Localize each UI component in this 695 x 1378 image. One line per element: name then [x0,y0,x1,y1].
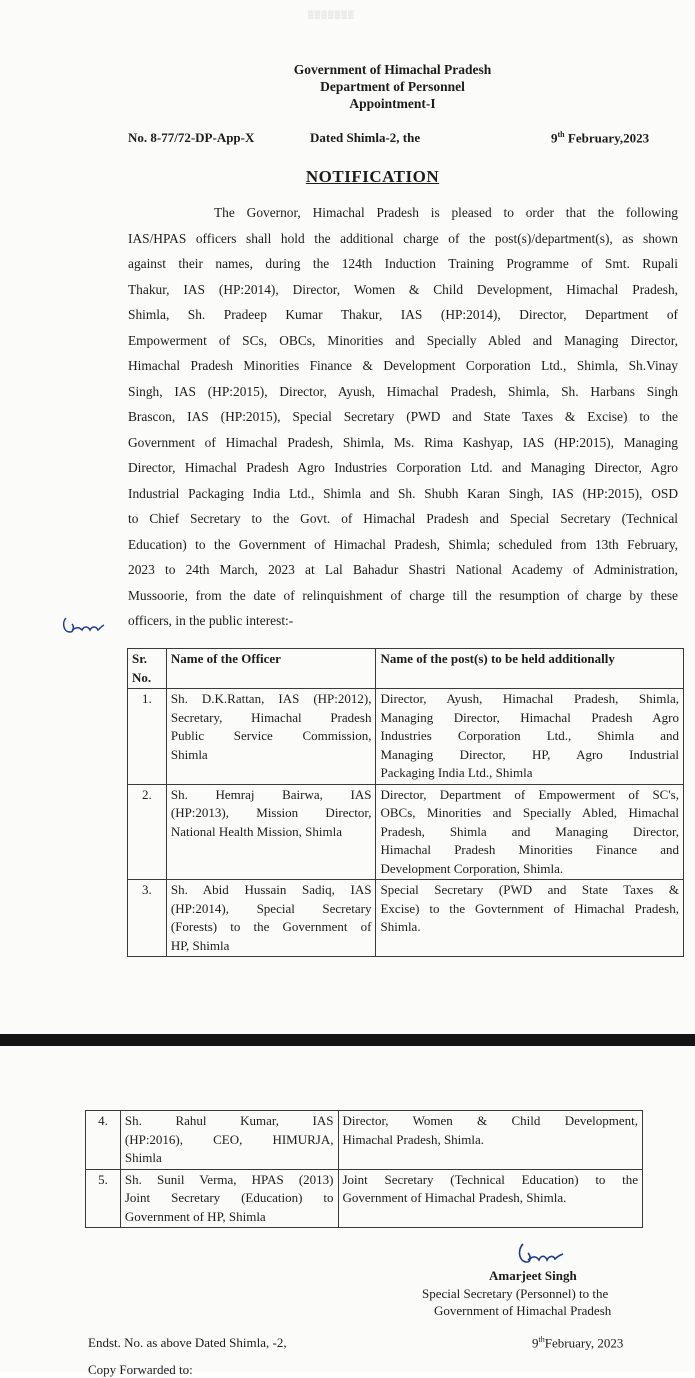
cell-line: (HP:2016), CEO, HIMURJA, [124,1131,334,1147]
header-officer-name: Name of the Officer [166,649,376,689]
cell-line: Government of Himachal Pradesh, Shimla. [342,1190,567,1205]
header-additional-post: Name of the post(s) to be held additionally [376,649,684,689]
signatory-name: Amarjeet Singh [489,1268,577,1283]
row-officer [166,880,376,957]
row-sr-no: 3. [128,880,167,957]
cell-line: Shimla [170,746,208,762]
cell-line: Government of HP, Shimla [124,1208,266,1224]
cell-line: Director, Department of Empowerment of SC's, [380,786,679,802]
notification-title: NOTIFICATION [305,167,440,186]
endorsement-date: 9thFebruary, 2023 [532,1335,624,1351]
header-sr-no: Sr. No. [128,649,167,689]
signatory-designation-1: Special Secretary (Personnel) to the [422,1286,609,1301]
body-line: Empowerment of SCs, OBCs, Minorities and Specially Abled and Managing Director, [128,332,678,348]
row-officer [120,1111,338,1170]
body-line: against their names, during the 124th Induction Training Programme of Smt. Rupali [128,256,678,271]
officers-table-continued [85,1110,643,1228]
cell-line: (HP:2013), Mission Director, [170,805,372,820]
cell-line: Sh. D.K.Rattan, IAS (HP:2012), [170,691,372,706]
row-officer [120,1169,338,1228]
cell-line: HP, Shimla [170,937,230,953]
cell-line: National Health Mission, Shimla [170,823,343,839]
cell-line: Pradesh, Shimla and Managing Director, [380,823,679,839]
cell-line: Sh. Sunil Verma, HPAS (2013) [124,1171,334,1187]
table-row [128,689,684,785]
header-government: Government of Himachal Pradesh [293,62,492,77]
cell-line: OBCs, Minorities and Specially Abled, Himachal [380,805,679,820]
table-row [128,784,684,880]
body-line: IAS/HPAS officers shall hold the additional charge of the post(s)/department(s), as shown [128,230,678,246]
row-sr-no: 4. [86,1111,121,1170]
cell-line: Development Corporation, Shimla. [380,860,564,876]
cell-line: Sh. Abid Hussain Sadiq, IAS [170,882,372,897]
body-line: Singh, IAS (HP:2015), Director, Ayush, Himachal Pradesh, Shimla, Sh. Harbans Singh [128,383,678,399]
table-row [86,1169,643,1228]
cell-line: Himachal Pradesh Minorities Finance and [380,842,679,857]
cell-line: Sh. Rahul Kumar, IAS [124,1113,334,1128]
row-officer [166,689,376,785]
cell-line: Packaging India Ltd., Shimla [380,765,533,780]
body-line: Education) to the Government of Himachal Pradesh, Shimla; scheduled from 13th February, [128,536,678,552]
cell-line: Managing Director, Himachal Pradesh Agro [380,709,679,725]
body-line: to Chief Secretary to the Govt. of Himachal Pradesh and Special Secretary (Technical [128,511,678,526]
endorsement-number: Endst. No. as above Dated Shimla, -2, [88,1335,287,1350]
cell-line: Excise) to the Govternment of Himachal Pradesh, [380,900,679,916]
body-line: 2023 to 24th March, 2023 at Lal Bahadur Shastri National Academy of Administration, [128,562,678,577]
table-row [128,880,684,957]
row-sr-no: 1. [128,689,167,785]
cell-line: Shimla [124,1150,162,1165]
notification-body [128,200,678,634]
cell-line: Secretary, Himachal Pradesh [170,709,372,725]
row-sr-no: 2. [128,784,167,880]
body-line: The Governor, Himachal Pradesh is pleased to order that the following [214,205,678,220]
faded-stamp: ▒▒▒▒▒▒▒ [308,10,355,19]
signature-image [515,1240,565,1268]
cell-line: (Forests) to the Government of [170,919,372,934]
body-line: officers, in the public interest:- [128,613,294,628]
header-department: Department of Personnel [320,79,465,94]
body-line: Himachal Pradesh Minorities Finance & Development Corporation Ltd., Shimla, Sh.Vinay [128,358,678,373]
cell-line: Director, Women & Child Development, [342,1113,638,1128]
row-officer [166,784,376,880]
row-post [376,784,684,880]
body-line: Shimla, Sh. Pradeep Kumar Thakur, IAS (HP:2014), Director, Department of [128,307,678,322]
officers-table [127,648,684,957]
cell-line: Joint Secretary (Technical Education) to the [342,1171,638,1187]
reference-date: 9th February,2023 [551,130,650,146]
reference-dated-place: Dated Shimla-2, the [310,130,421,145]
reference-number: No. 8-77/72-DP-App-X [128,130,255,145]
row-post [338,1111,643,1170]
page-separator [0,1034,695,1046]
cell-line: Shimla. [380,919,421,934]
row-sr-no: 5. [86,1169,121,1228]
cell-line: Industries Corporation Ltd., Shimla and [380,728,679,743]
margin-initial-signature [60,612,106,638]
body-line: Mussoorie, from the date of relinquishment of charge till the resumption of charge by these [128,587,678,603]
row-post [376,689,684,785]
body-line: Thakur, IAS (HP:2014), Director, Women & Child Development, Himachal Pradesh, [128,281,678,297]
body-line: Director, Himachal Pradesh Agro Industries Corporation Ltd. and Managing Director, Agro [128,460,678,475]
cell-line: Director, Ayush, Himachal Pradesh, Shimla, [380,691,679,706]
cell-line: Managing Director, HP, Agro Industrial [380,746,679,762]
cell-line: (HP:2014), Special Secretary [170,900,372,916]
table-header-row [128,649,684,689]
copy-forwarded: Copy Forwarded to: [88,1362,193,1377]
cell-line: Himachal Pradesh, Shimla. [342,1131,485,1147]
cell-line: Sh. Hemraj Bairwa, IAS [170,786,372,802]
body-line: Industrial Packaging India Ltd., Shimla and Sh. Shubh Karan Singh, IAS (HP:2015), OSD [128,485,678,501]
body-line: Government of Himachal Pradesh, Shimla, Ms. Rima Kashyap, IAS (HP:2015), Managing [128,434,678,450]
cell-line: Public Service Commission, [170,728,372,743]
cell-line: Joint Secretary (Education) to [124,1190,334,1205]
header-section: Appointment-I [349,96,436,111]
table-row [86,1111,643,1170]
signatory-designation-2: Government of Himachal Pradesh [434,1303,612,1318]
body-line: Brascon, IAS (HP:2015), Special Secretary (PWD and State Taxes & Excise) to the [128,409,678,424]
cell-line: Special Secretary (PWD and State Taxes & [380,882,679,897]
row-post [338,1169,643,1228]
row-post [376,880,684,957]
